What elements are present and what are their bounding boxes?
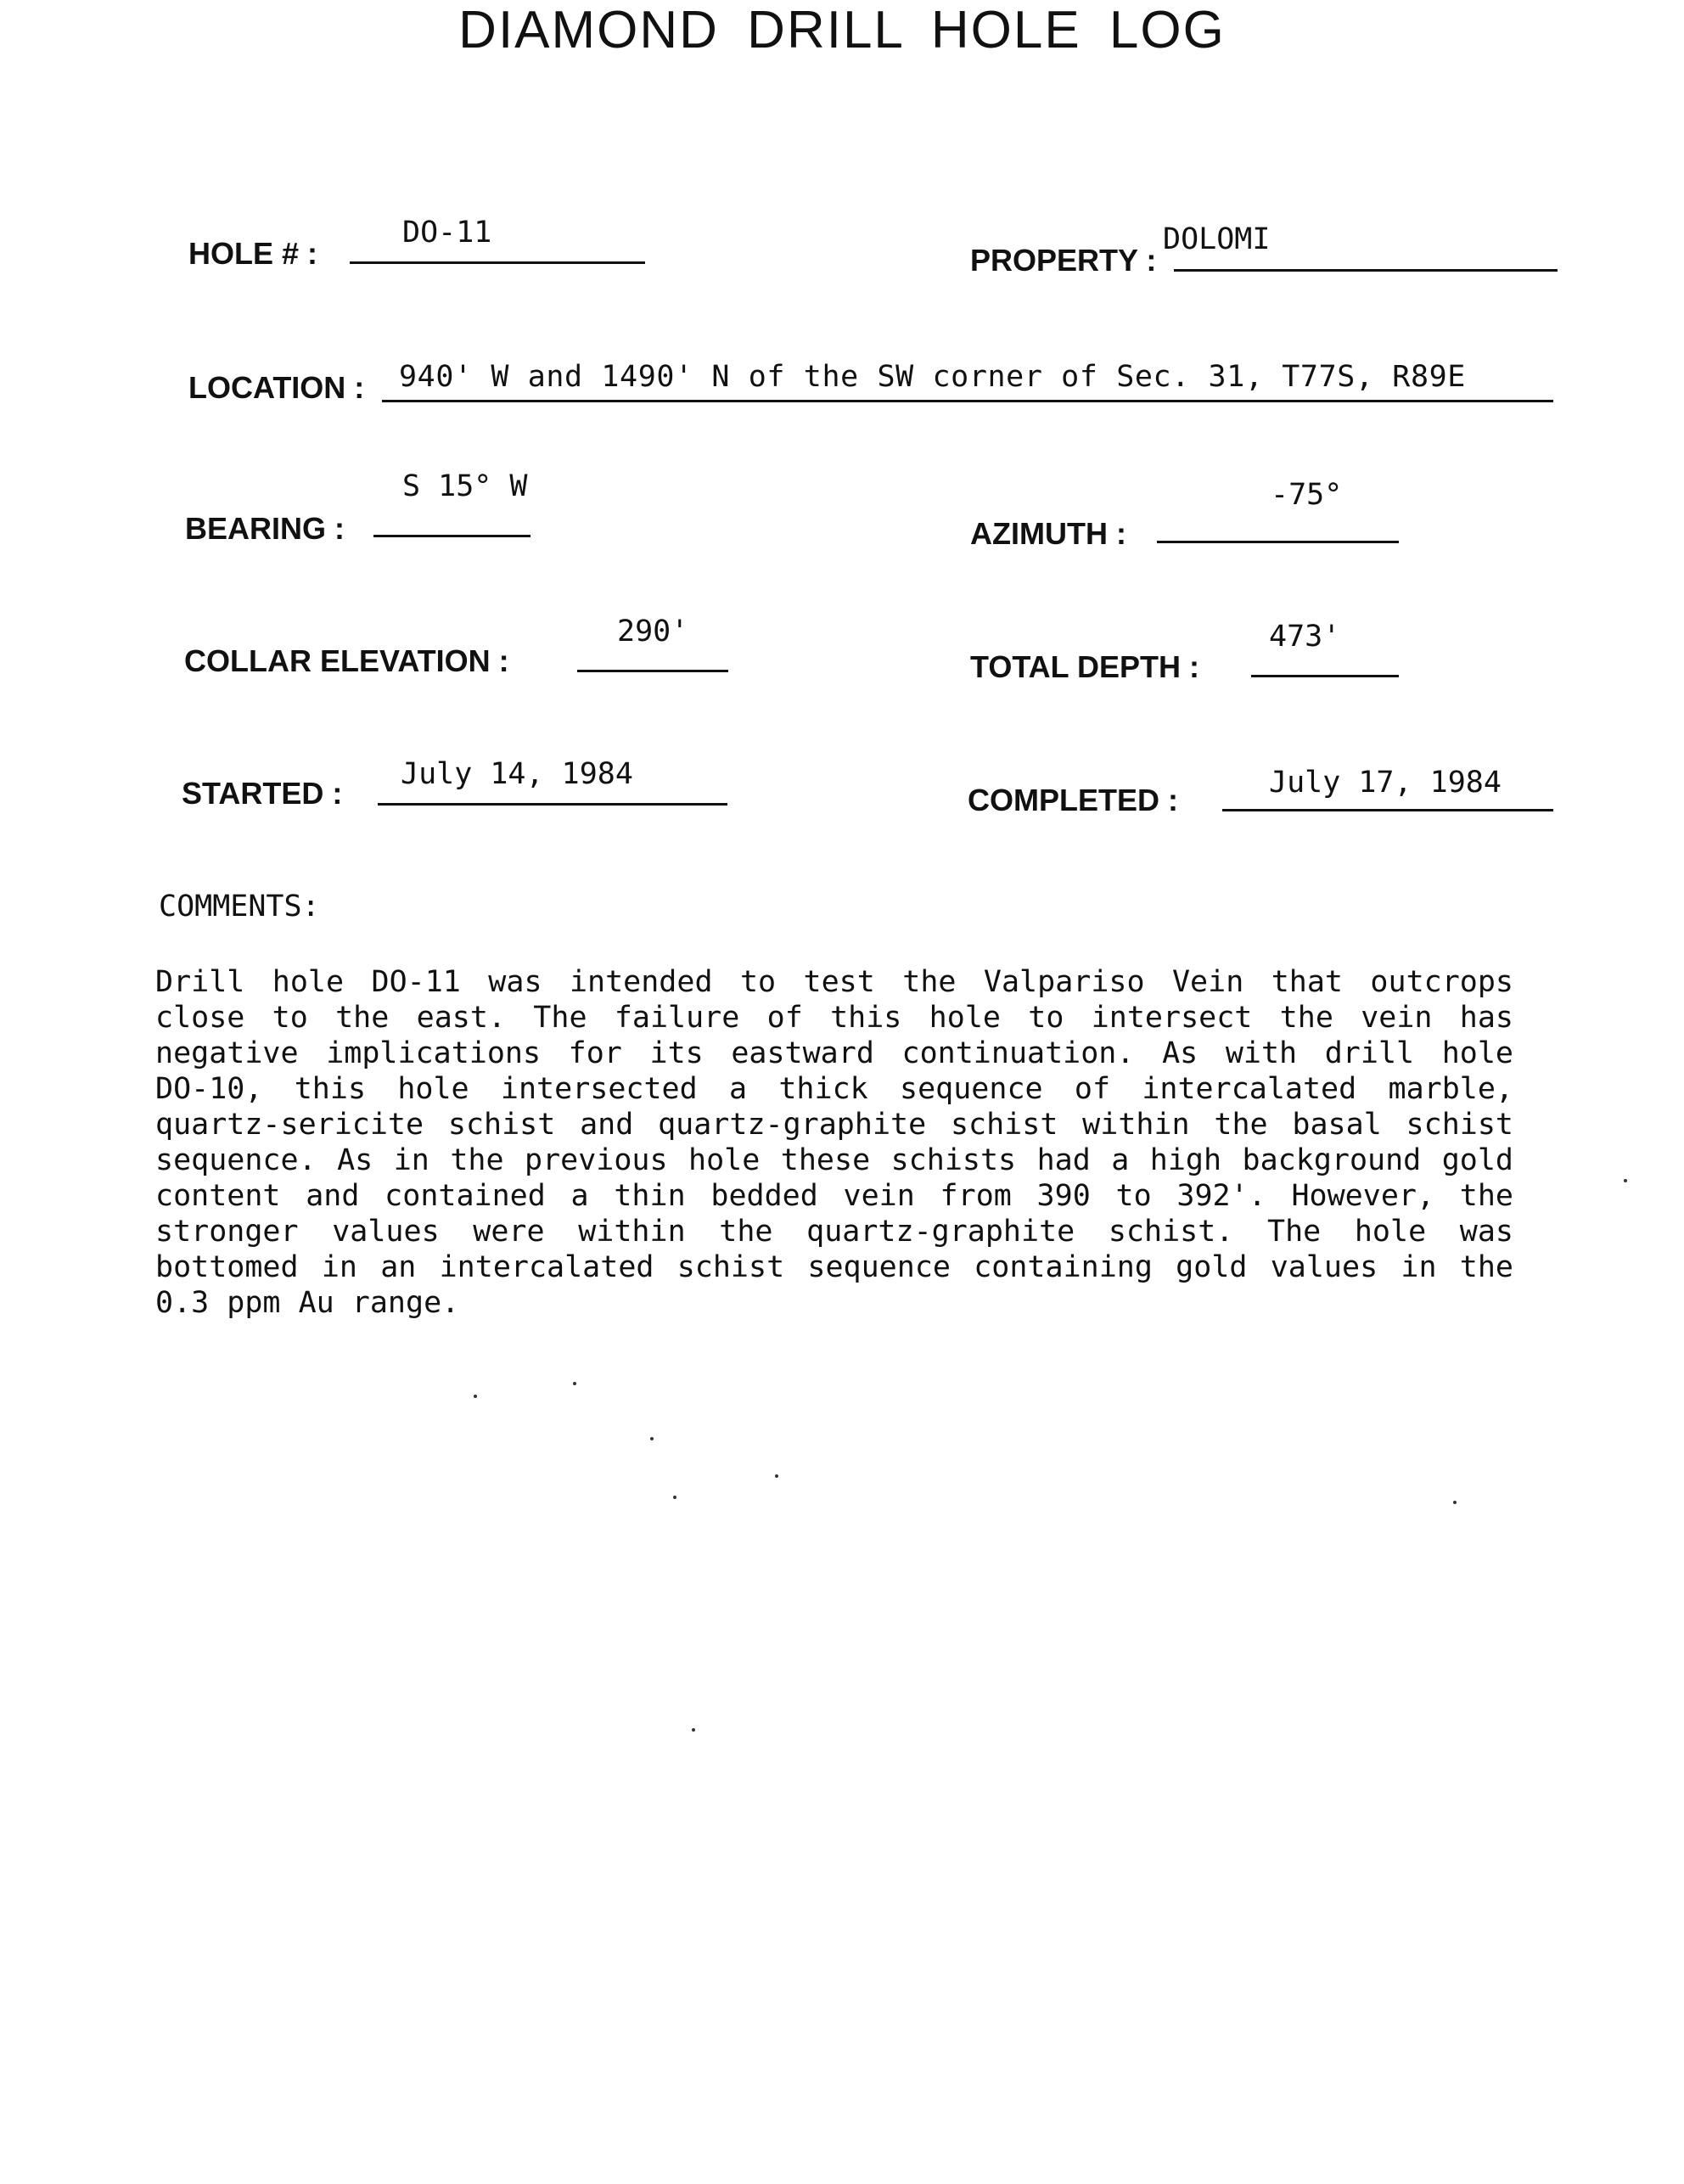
total-depth-underline — [1251, 675, 1399, 677]
comment-line: DO-10, this hole intersected a thick sequence of intercalated marble, — [155, 1072, 1513, 1106]
azimuth-value: -75° — [1271, 478, 1343, 512]
scan-speck — [692, 1728, 695, 1732]
comment-line: stronger values were within the quartz-graphite schist. The hole was — [155, 1215, 1513, 1249]
scan-speck — [775, 1474, 778, 1478]
started-value: July 14, 1984 — [401, 757, 633, 791]
completed-value: July 17, 1984 — [1269, 766, 1502, 800]
comment-line: negative implications for its eastward continuation. As with drill hole — [155, 1036, 1513, 1070]
bearing-label: BEARING : — [185, 511, 345, 546]
property-value: DOLOMI — [1163, 222, 1271, 256]
comment-line: bottomed in an intercalated schist sequence containing gold values in the — [155, 1250, 1513, 1284]
comment-line: sequence. As in the previous hole these schists had a high background gold — [155, 1143, 1513, 1177]
comment-line: Drill hole DO-11 was intended to test the Valpariso Vein that outcrops — [155, 965, 1513, 999]
scan-speck — [1624, 1179, 1627, 1182]
collar-elevation-value: 290' — [617, 615, 689, 648]
location-value: 940' W and 1490' N of the SW corner of Sec. 31, T77S, R89E — [399, 360, 1466, 394]
total-depth-label: TOTAL DEPTH : — [970, 649, 1199, 684]
comments-label: COMMENTS: — [159, 890, 320, 924]
comment-line: 0.3 ppm Au range. — [155, 1286, 460, 1320]
started-underline — [378, 803, 727, 806]
started-label: STARTED : — [182, 776, 343, 811]
scan-speck — [673, 1496, 676, 1499]
completed-label: COMPLETED : — [968, 783, 1178, 817]
scan-speck — [474, 1395, 477, 1398]
hole-label: HOLE # : — [188, 236, 318, 271]
scan-speck — [573, 1382, 576, 1385]
completed-underline — [1222, 809, 1553, 811]
scan-speck — [650, 1437, 654, 1440]
bearing-underline — [373, 535, 530, 537]
hole-value: DO-11 — [402, 216, 492, 250]
location-label: LOCATION : — [188, 370, 365, 405]
collar-elevation-label: COLLAR ELEVATION : — [184, 643, 509, 678]
property-label: PROPERTY : — [970, 243, 1157, 278]
comments-body — [155, 964, 1513, 1321]
collar-elevation-underline — [577, 670, 728, 672]
comment-line: quartz-sericite schist and quartz-graphite schist within the basal schist — [155, 1108, 1513, 1142]
location-underline — [382, 400, 1553, 402]
azimuth-label: AZIMUTH : — [970, 516, 1126, 551]
property-underline — [1174, 269, 1558, 272]
comment-line: content and contained a thin bedded vein from 390 to 392'. However, the — [155, 1179, 1513, 1213]
hole-underline — [350, 261, 645, 264]
comment-line: close to the east. The failure of this hole to intersect the vein has — [155, 1001, 1513, 1035]
total-depth-value: 473' — [1269, 620, 1341, 654]
azimuth-underline — [1157, 541, 1399, 543]
bearing-value: S 15° W — [402, 469, 528, 503]
scan-speck — [1453, 1501, 1457, 1504]
page-title: DIAMOND DRILL HOLE LOG — [458, 1, 1226, 59]
